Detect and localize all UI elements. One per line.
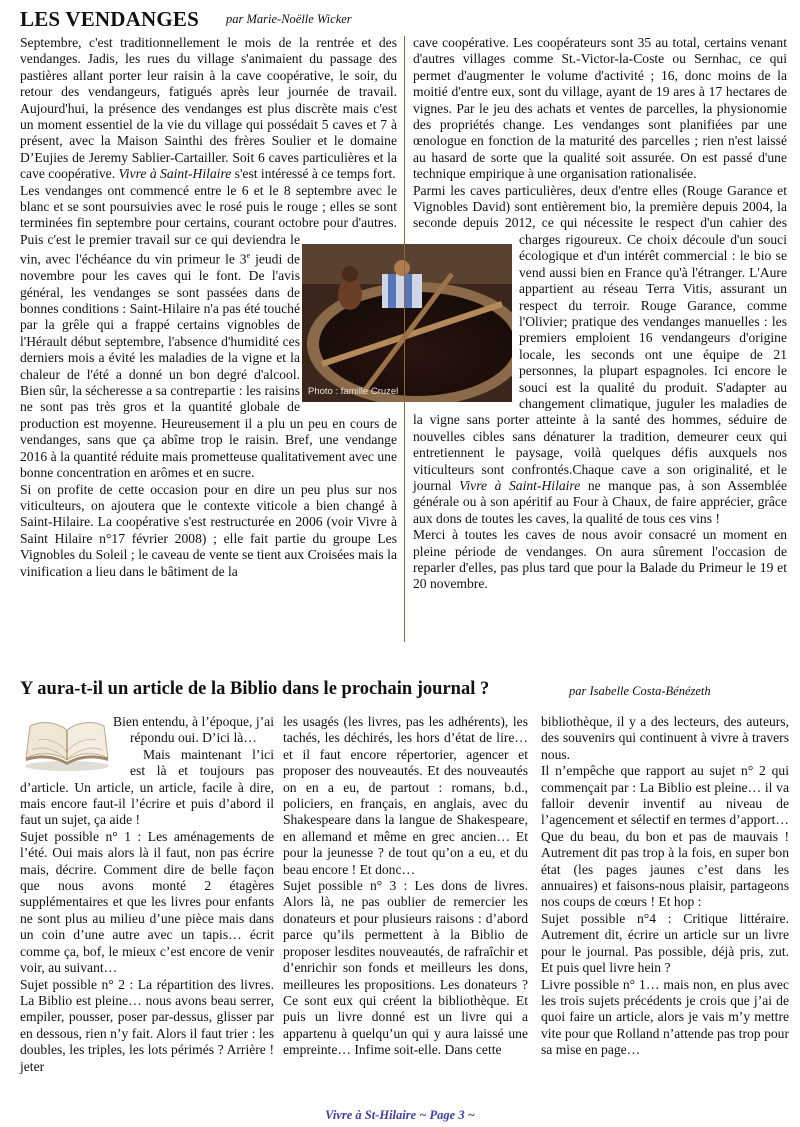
article1-column-1 (20, 35, 397, 580)
superscript: e (246, 251, 251, 261)
book-wrap-spacer (20, 746, 130, 778)
article2-paragraph: Sujet possible n° 3 : Les dons de livres. Alors là, ne pas oublier de remercier les donateurs et pour plusieurs raisons : d’abord parce qu’ils permettent à la Biblio de proposer lesdites nouveautés, de rafraîchir et d’enrichir son fonds et meilleurs les dons, meilleures les propositions. Les donateurs ? Ce sont eux qui créent la bibliothèque. Et puis un livre donné est un livre qui a appartenu à quelqu’un qui y aura laissé une empreinte… Infime soit-elle. Dans cette (283, 878, 528, 1058)
article2-byline: par Isabelle Costa-Bénézeth (569, 684, 711, 698)
article1-paragraph: Merci à toutes les caves de nous avoir consacré un moment en pleine période de vendanges. On aura sûrement l'occasion de reparler d'elles, pas plus tard que pour la Balade du Primeur le 19 et 20 novembre. (413, 527, 787, 592)
book-wrap-spacer (20, 714, 113, 746)
article1-text: Septembre, c'est traditionnellement le mois de la rentrée et des vendanges. Jadis, les rues du village s'animaient du passage des pastières allant porter leur raisin à la cave coopérative, le soir, du retour des vendangeurs, fatigués après leur journée de travail. Aujourd'hui, la présence des vendanges est plus discrète mais c'est un moment essentiel de la vie du village qui possédait 5 caves et 7 à présent, avec la Maison Sainthi des frères Soulier et le domaine D’Eujies de Jeremy Sablier-Cartailler. Soit 6 caves particulières et la cave coopérative. (20, 35, 397, 182)
photo-credit: Photo : famille Cruzel (308, 386, 399, 397)
article1-text: jeudi de novembre pour les caves qui le font. De l'avis général, les vendanges se sont passées dans de bonnes conditions : Saint-Hilaire n'a pas été touché par la grêle qui a frappé certains vignobles de l'Hérault début septembre, l'absence d'humidité ces derniers mois a évité les maladies de la vigne et la chaleur de l'été a donné un bon degré d'alcool. Bien sûr, la sécheresse a sa contrepartie : les raisins ne sont pas très gros et la quantité globale de production est moyenne. Heureusement il a plu un peu en cours de vendanges, sans que ça abîme trop le raisin. Bref, une vendange 2016 à la quantité réduite mais prometteuse qualitativement avec une bonne concentration en arômes et en sucre. (20, 251, 397, 481)
article1-paragraph (20, 35, 397, 183)
article1-column-2 (413, 35, 787, 593)
article2-paragraph: Livre possible n° 1… mais non, en plus avec les trois sujets précédents je crois que j’ai de quoi faire un article, alors je vais m’y mettre vite pour que Rolland n’attende pas trop pour sa mise en page… (541, 976, 789, 1058)
article2-paragraph: Sujet possible n° 2 : La répartition des livres. La Biblio est pleine… nous avons beau serrer, empiler, pousser, poser par-dessus, glisser par en dessous, rien n’y fait. Alors il faut trier : les doubles, les triples, les lots périmés ? Arrière ! jeter (20, 976, 274, 1074)
article1-text: s'est intéressé à ce temps fort. (231, 166, 396, 182)
journal-name: Vivre à Saint-Hilaire (459, 477, 581, 493)
article2-paragraph: Il n’empêche que rapport au sujet n° 2 qui commençait par : La Biblio est pleine… il va falloir devenir inventif au niveau de l’agencement et sélectif en termes d’apport… Que du beau, du bon et pas de mauvais ! Autrement dit pas trop à la fois, en super bon état (les pages jaunes c’est dans les annuaires) et faisons-nous plaisir, partageons nos coups de cœurs ! Et hop : (541, 763, 789, 910)
article1-byline: par Marie-Noëlle Wicker (226, 12, 352, 26)
article2-title: Y aura-t-il un article de la Biblio dans le prochain journal ? (20, 679, 490, 699)
article1-paragraph: Si on profite de cette occasion pour en dire un peu plus sur nos viticulteurs, on ajoutera que le contexte viticole a bien changé à Saint-Hilaire. La coopérative s'est restructurée en 2006 (voir Vivre à Saint Hilaire n°17 février 2008) ; elle fait partie du groupe Les Vignobles du Soleil ; le caveau de vente se tient aux Croisées mais la vinification a lieu dans le bâtiment de la (20, 481, 397, 579)
journal-name: Vivre à Saint-Hilaire (118, 166, 232, 182)
article2-column-1 (20, 714, 274, 1075)
article1-title: LES VENDANGES (20, 7, 200, 31)
photo-wrap-spacer (413, 243, 519, 403)
article1-text: Les vendanges ont commencé entre le 6 et le 8 septembre avec le blanc et se sont poursuivies avec le rosé puis le rouge ; elles se sont terminées fin septembre pour certains, courant octobre pour d'autres. Puis c'est le premier travail sur ce qui deviendra le vin, avec l'échéance du vin primeur le 3 (20, 182, 397, 267)
article1-paragraph: cave coopérative. Les coopérateurs sont 35 au total, certains venant d'autres villages comme St.-Victor-la-Coste ou Sernhac, ce qui permet d'augmenter le volume d'activité ; 16, donc moins de la moitié d'entre eux, sont du village, ayant de 19 ares à 17 hectares de vignes. Par le jeu des achats et ventes de parcelles, la physionomie des propriétés change. Les vendanges sont planifiées par une œnologue en fonction de la maturité des parcelles ; rien n'est laissé au hasard de sorte que la qualité soit assurée. On est passé d'une technique empirique à une organisation rationalisée. (413, 35, 787, 182)
article2-paragraph: Bien entendu, à l’époque, j’ai répondu oui. D’ici là… (113, 714, 274, 746)
column-divider (404, 36, 405, 642)
article2-paragraph: Mais maintenant l’ici est là et toujours pas d’article. Un article, un article, facile à dire, mais encore faut-il l’écrire et puis d’abord il faut un sujet, ça aide ! (20, 746, 274, 828)
article2-paragraph: bibliothèque, il y a des lecteurs, des auteurs, des souvenirs qui continuent à vivre à travers nous. (541, 714, 789, 762)
article2-paragraph: Sujet possible n° 1 : Les aménagements de l’été. Oui mais alors là il faut, non pas écrire mais, décrire. Comment dire de belle façon que nous avons monté 2 étagères supplémentaires et que les livres pour enfants ne sont plus au milieu d’une pièce mais dans un coin d’une autre avec un tapis… écrit comme ça, bof, le mieux c’est encore de venir voir, au suivant… (20, 828, 274, 976)
article2-column-3 (541, 714, 789, 1059)
article2-paragraph: Sujet possible n°4 : Critique littéraire. Autrement dit, écrire un article sur un livre pour le journal. Pas possible, déjà pris, zut. Et puis quel livre hein ? (541, 910, 789, 976)
page-footer: Vivre à St-Hilaire ~ Page 3 ~ (325, 1108, 475, 1122)
article1-text: Parmi les caves particulières, deux d'entre elles (Rouge Garance et Vignobles David) sont entièrement bio, la première depuis 2004, la seconde depuis 2012, ce qui nécessite le respect d'un cahier des charges rigoureux. Ce choix découle d'un souci écologique et d'un intérêt commercial : le bio se vend aussi bien en France qu'à l'étranger. L'Aure appartient au réseau Terra Vitis, assurant un respect du terroir. Rouge Garance, comme l'Olivier; pratique des vendanges manuelles : les premiers emploient 16 vendangeurs d'origine locale, les seconds ont une équipe de 21 personnes, la plupart espagnoles. Ici encore le souci est la qualité du produit. S'adapter au changement climatique, juguler les maladies de la vigne sans porter atteinte à la santé des hommes, séduire de nouvelles cibles sans dénaturer la tradition, demeurer ceux qui entretiennent le paysage, voilà quelques défis auxquels nos viticulteurs sont confrontés.Chaque cave a son originalité, et le journal (413, 182, 787, 493)
article2-column-2 (283, 714, 528, 1059)
article1-text: ne manque pas, à son Assemblée générale ou à son apéritif au Four à Chaux, de faire apprécier, grâce aux dons de toutes les caves, la qualité de tous ces vins ! (413, 477, 787, 526)
article2-paragraph: les usagés (les livres, pas les adhérents), les tachés, les déchirés, les hors d’état de lire… et il faut encore répertorier, agencer et proposer des nouveautés. Et des nouveautés on en a eu, de partout : romans, b.d., policiers, en français, en anglais, avec du Shakespeare dans la langue de Shakespeare, en allemand et même en grec ancien… Et pour la jeunesse ? de tout qu’on a eu, et du beau encore ! Et donc… (283, 714, 528, 877)
photo-wrap-spacer (300, 243, 397, 403)
